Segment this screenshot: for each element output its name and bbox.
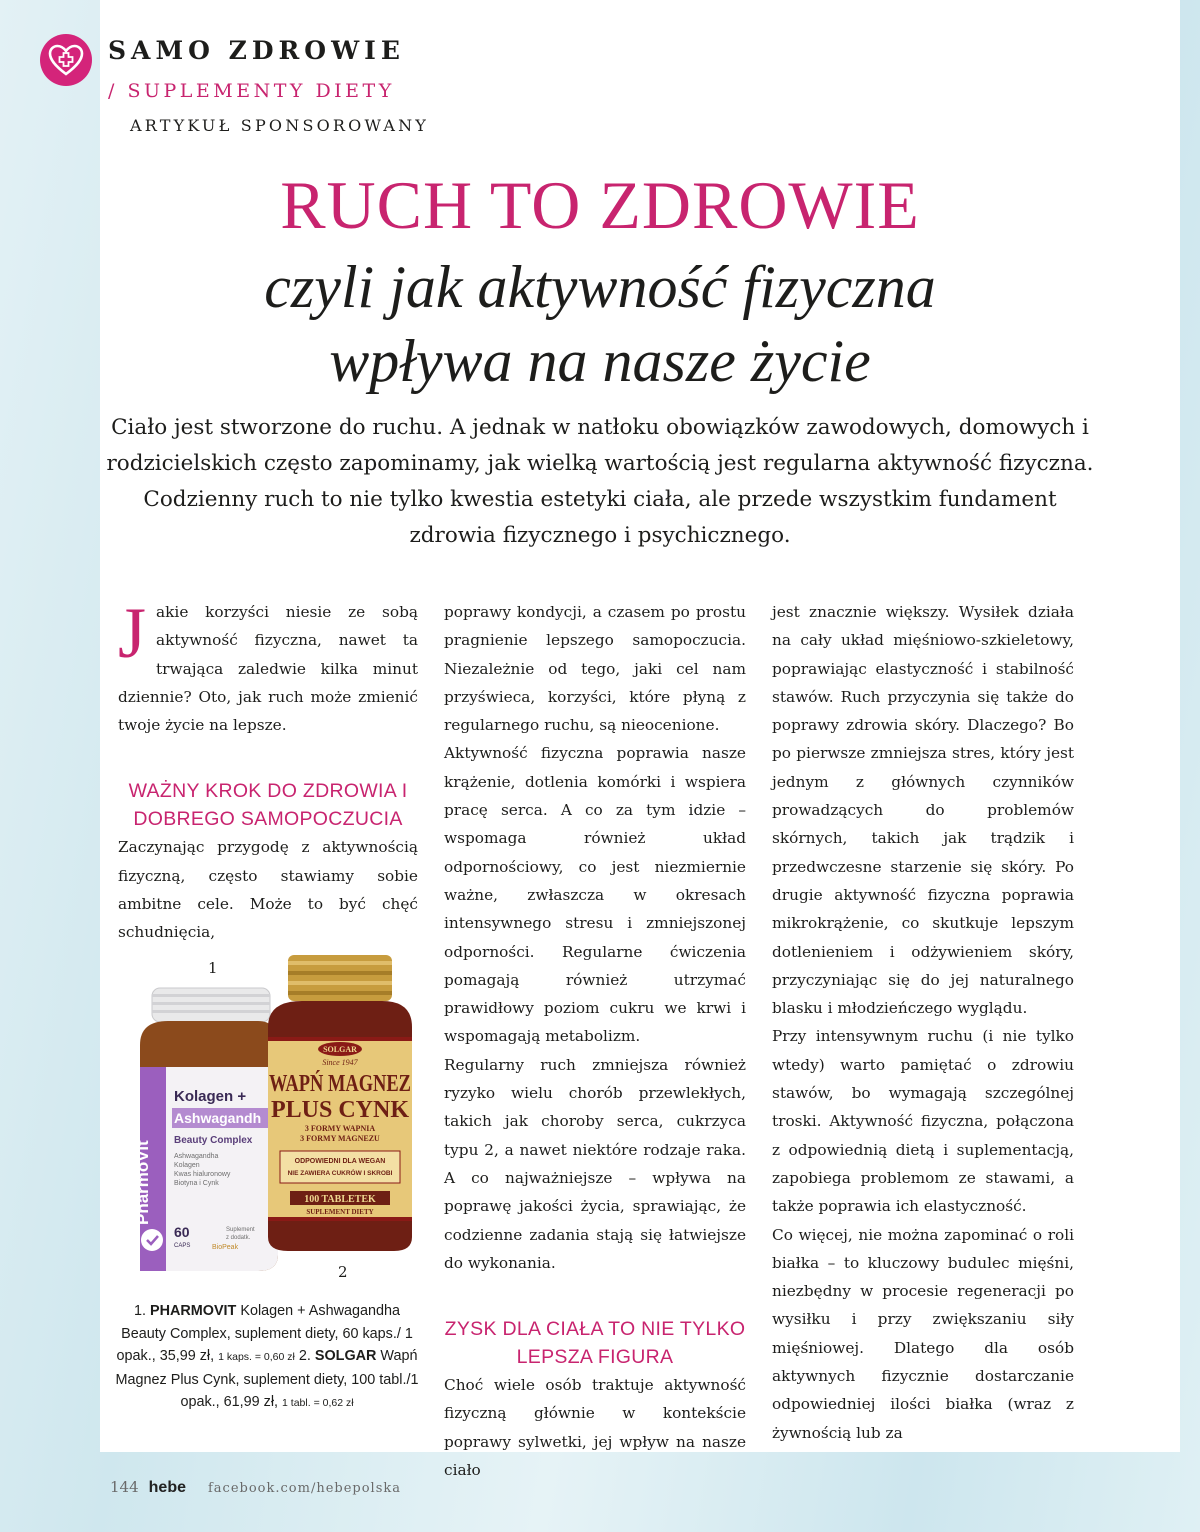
product-number-1: 1 <box>208 959 218 977</box>
facebook-link[interactable]: facebook.com/hebepolska <box>207 1481 402 1496</box>
section-heading-1: WAŻNY KROK DO ZDROWIA I DOBREGO SAMOPOCZUCIA <box>128 780 408 831</box>
jar2-name-line-2: PLUS CYNK <box>270 1097 410 1123</box>
jar1-ingredient: Ashwagandha <box>174 1153 219 1160</box>
column-1 <box>118 593 418 947</box>
jar2-count: 100 TABLETEK <box>304 1194 376 1205</box>
jar1-ingredient: Biotyna i Cynk <box>174 1180 219 1187</box>
jar1-name-line-1: Kolagen + <box>174 1088 247 1105</box>
paragraph: jest znacznie większy. Wysiłek działa na cały układ mięśniowo-szkieletowy, poprawiając elastyczność i stabilność stawów. Ruch przyczynia się także do poprawy zdrowia skóry. Dlaczego? Bo po pierwsze zmniejsza stres, który jest jednym z głównych czynników prowadzących do problemów skórnych, takich jak trądzik i przedwczesne starzenie się skóry. Po drugie aktywność fizyczna poprawia mikrokrążenie, co skutkuje lepszym dotlenieniem i odżywieniem skóry, przyczyniając się do jej naturalnego blasku i młodzieńczego wyglądu. <box>772 603 1074 1018</box>
jar1-small-note: z dodatk. <box>226 1235 251 1241</box>
product-jar-pharmovit <box>133 988 278 1271</box>
caption-desc-2: Wapń Magnez Plus Cynk, suplement diety, 100 tabl./1 opak., 61,99 zł, <box>115 1348 419 1411</box>
drop-cap: J <box>118 593 147 673</box>
heart-cross-icon <box>40 34 92 86</box>
article-lead: Ciało jest stworzone do ruchu. A jednak w natłoku obowiązków zawodowych, domowych i rodzicielskich często zapominamy, jak wielką wartością jest regularna aktywność fizyczna. Codzienny ruch to nie tylko kwestia estetyki ciała, ale przede wszystkim fundament zdrowia fizycznego i psychicznego. <box>106 415 1094 548</box>
jar1-name-line-2: Ashwagandh <box>174 1110 262 1126</box>
page-footer <box>110 1478 401 1497</box>
jar1-ingredient: Kwas hialuronowy <box>174 1171 231 1178</box>
subtitle-line-1: czyli jak aktywność fizyczna <box>264 254 936 320</box>
jar2-since: Since 1947 <box>322 1058 358 1067</box>
section-title: SAMO ZDROWIE <box>108 36 405 65</box>
caption-unit-price-1: 1 kaps. = 0,60 zł <box>218 1351 295 1364</box>
jar1-brand: PharmoVit <box>133 1140 152 1225</box>
article-subtitle <box>100 250 1100 398</box>
paragraph: Przy intensywnym ruchu (i nie tylko wtedy) warto pamiętać o zdrowiu stawów, bo wymagają szczególnej troski. Aktywność fizyczna, połączona z odpowiednią dietą i suplementacją, zapobiega problemom ze stawami, a także poprawia ich elastyczność. <box>772 1027 1074 1216</box>
paragraph: Co więcej, nie można zapominać o roli białka – to kluczowy budulec mięśni, niezbędny w procesie regeneracji po wysiłku i przy zwiększaniu siły mięśniowej. Dlatego dla osób aktywnych fizycznie dostarczanie odpowiedniej ilości białka (wraz z żywnością lub za <box>772 1225 1074 1442</box>
page-number: 144 <box>110 1478 139 1496</box>
jar2-brand: SOLGAR <box>323 1045 357 1054</box>
caption-number-2: 2. <box>294 1348 315 1365</box>
jar2-forms: 3 FORMY WAPNIA <box>304 1124 376 1133</box>
paragraph: Regularny ruch zmniejsza również ryzyko wielu chorób przewlekłych, takich jak choroby serca, cukrzyca typu 2, a nawet niektóre rodzaje raka. A co najważniejsze – wpływa na poprawę jakości życia, sprawiając, że codzienne zadania stają się łatwiejsze do wykonania. <box>444 1055 746 1272</box>
caption-brand-2: SOLGAR <box>314 1348 377 1365</box>
section-subtitle: / SUPLEMENTY DIETY <box>108 80 395 102</box>
intro-paragraph <box>118 593 418 739</box>
column-3 <box>772 598 1074 1447</box>
jar1-line: Beauty Complex <box>174 1135 253 1146</box>
jar1-count: 60 <box>174 1224 190 1240</box>
paragraph: Choć wiele osób traktuje aktywność fizyczną głównie w kontekście poprawy sylwetki, jej wpływ na nasze ciało <box>444 1376 746 1480</box>
column-2 <box>444 598 746 1484</box>
article-title: RUCH TO ZDROWIE <box>280 167 920 243</box>
jar1-ingredient: Kolagen <box>174 1162 200 1169</box>
jar1-small-note: Suplement <box>226 1227 255 1233</box>
caption-brand-1: PHARMOVIT <box>150 1303 237 1319</box>
caption-desc-1: Kolagen + Ashwagandha Beauty Complex, suplement diety, 60 kaps./ 1 opak., 35,99 zł, <box>116 1303 413 1365</box>
brand-logo: hebe <box>148 1479 186 1496</box>
product-caption <box>112 1300 422 1415</box>
paragraph: Aktywność fizyczna poprawia nasze krążenie, dotlenia komórki i wspiera pracę serca. A co za tym idzie – wspomaga również układ odpornościowy, co jest niezmiernie ważne, zwłaszcza w okresach intensywnego stresu i zmniejszonej odporności. Regularne ćwiczenia pomagają również utrzymać prawidłowy poziom cukru we krwi i wspomagają metabolizm. <box>444 744 746 1046</box>
product-photo <box>118 955 418 1285</box>
subtitle-line-2: wpływa na nasze życie <box>329 328 871 394</box>
jar2-note: NIE ZAWIERA CUKRÓW I SKROBI <box>287 1170 393 1177</box>
product-jar-solgar <box>268 955 412 1251</box>
jar1-maker: BioPeak <box>212 1244 239 1251</box>
sponsored-label: ARTYKUŁ SPONSOROWANY <box>130 116 430 135</box>
jar2-note: ODPOWIEDNI DLA WEGAN <box>294 1158 386 1165</box>
jar2-name-line-1: WAPŃ MAGNEZ <box>269 1071 411 1097</box>
paragraph: poprawy kondycji, a czasem po prostu pragnienie lepszego samopoczucia. Niezależnie od tego, jaki cel nam przyświeca, korzyści, które płyną z regularnego ruchu, są nieocenione. <box>444 603 746 735</box>
caption-number-1: 1. <box>134 1303 150 1319</box>
paragraph: Zaczynając przygodę z aktywnością fizyczną, często stawiamy sobie ambitne cele. Może to być chęć schudnięcia, <box>118 838 418 942</box>
jar2-type: SUPLEMENT DIETY <box>306 1208 374 1216</box>
product-number-2: 2 <box>338 1263 348 1281</box>
jar2-forms: 3 FORMY MAGNEZU <box>300 1134 380 1143</box>
caption-unit-price-2: 1 tabl. = 0,62 zł <box>282 1397 354 1410</box>
intro-text: akie korzyści niesie ze sobą aktywność fizyczna, nawet ta trwająca zaledwie kilka minut dziennie? Oto, jak ruch może zmienić twoje życie na lepsze. <box>118 603 418 735</box>
section-heading-2: ZYSK DLA CIAŁA TO NIE TYLKO LEPSZA FIGURA <box>444 1318 746 1369</box>
jar1-caps: CAPS <box>174 1243 191 1249</box>
